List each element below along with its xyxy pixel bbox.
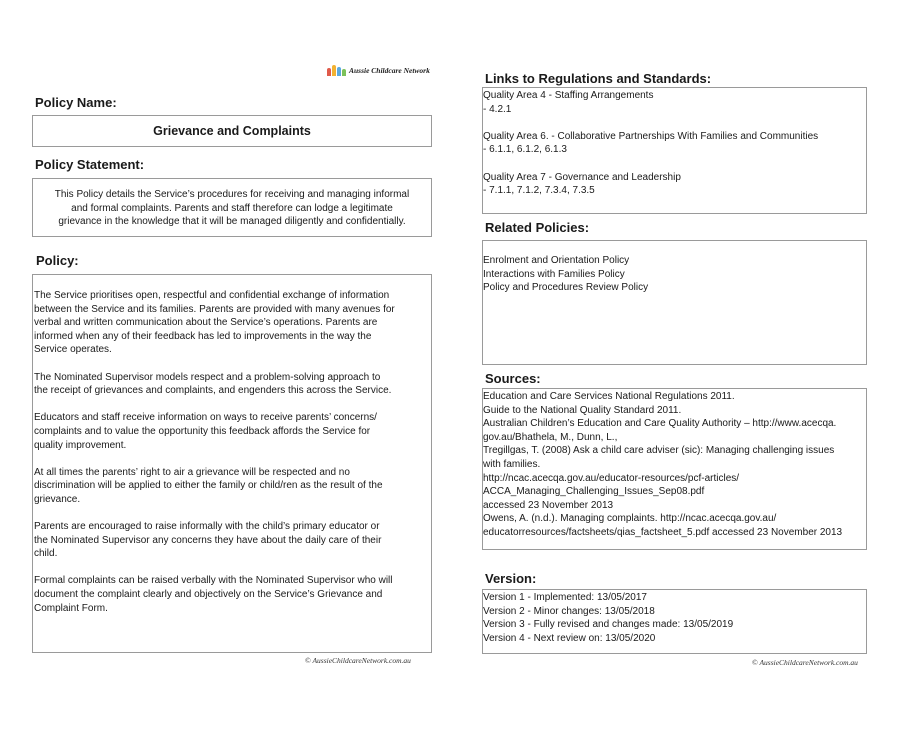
source-line: Guide to the National Quality Standard 2011. bbox=[483, 404, 682, 416]
policy-paragraph-line: Complaint Form. bbox=[34, 602, 108, 614]
version-item: Version 1 - Implemented: 13/05/2017 bbox=[483, 592, 647, 603]
statement-line: This Policy details the Service’s procedures for receiving and managing informal bbox=[54, 189, 410, 200]
policy-paragraph-line: document the complaint clearly and objectively on the Service’s Grievance and bbox=[34, 589, 383, 601]
brand-logo bbox=[327, 65, 430, 76]
policy-paragraph-line: Formal complaints can be raised verbally with the Nominated Supervisor who will bbox=[34, 575, 393, 587]
source-line: gov.au/Bhathela, M., Dunn, L., bbox=[483, 431, 618, 443]
logo-text: Aussie Childcare Network bbox=[349, 66, 430, 75]
source-line: Tregillgas, T. (2008) Ask a child care adviser (sic): Managing challenging issues bbox=[483, 445, 835, 457]
regulation-line bbox=[483, 157, 866, 171]
policy-paragraph-line: The Nominated Supervisor models respect and a problem-solving approach to bbox=[34, 371, 381, 383]
regulation-line: Quality Area 6. - Collaborative Partnerships With Families and Communities bbox=[483, 130, 819, 142]
policy-paragraph-line: informed when any of their feedback has led to improvements in the way the bbox=[34, 330, 372, 342]
policy-paragraph-line: the Nominated Supervisor any concerns they have about the daily care of their bbox=[34, 534, 382, 546]
policy-paragraph-line: Parents are encouraged to raise informally with the child’s primary educator or bbox=[34, 521, 380, 533]
policy-body-box bbox=[32, 274, 432, 653]
related-policy-item: Policy and Procedures Review Policy bbox=[483, 282, 649, 294]
policy-paragraph bbox=[34, 574, 431, 615]
version-box bbox=[482, 589, 867, 654]
version-item: Version 2 - Minor changes: 13/05/2018 bbox=[483, 605, 655, 617]
policy-name-box bbox=[32, 115, 432, 147]
policy-name-title: Grievance and Complaints bbox=[153, 124, 311, 138]
related-policy-item: Enrolment and Orientation Policy bbox=[483, 255, 630, 266]
policy-paragraph-line: complaints and to value the opportunity this feedback affords the Service for bbox=[34, 425, 371, 437]
version-item: Version 4 - Next review on: 13/05/2020 bbox=[483, 632, 656, 644]
related-policies-box bbox=[482, 240, 867, 365]
source-line: educatorresources/factsheets/qias_factsheet_5.pdf accessed 23 November 2013 bbox=[483, 526, 843, 538]
related-policy-item: Interactions with Families Policy bbox=[483, 268, 625, 280]
policy-statement-heading: Policy Statement: bbox=[35, 157, 145, 172]
policy-paragraph-line: grievance. bbox=[34, 493, 81, 505]
regulation-line: - 6.1.1, 6.1.2, 6.1.3 bbox=[483, 144, 567, 156]
policy-paragraph-line: child. bbox=[34, 548, 58, 560]
source-line: Education and Care Services National Regulations 2011. bbox=[483, 391, 735, 402]
policy-paragraph-line: verbal and written communication about the Service’s operations. Parents are bbox=[34, 317, 378, 329]
source-line: with families. bbox=[483, 458, 541, 470]
version-item: Version 3 - Fully revised and changes made: 13/05/2019 bbox=[483, 619, 734, 631]
right-footer-copyright: © AussieChildcareNetwork.com.au bbox=[752, 658, 858, 667]
regulation-line: Quality Area 7 - Governance and Leadership bbox=[483, 171, 681, 183]
source-line: Australian Children’s Education and Care Quality Authority – http://www.acecqa. bbox=[483, 418, 837, 430]
statement-line: grievance in the knowledge that it will be managed diligently and confidentially. bbox=[58, 216, 406, 228]
links-box bbox=[482, 87, 867, 214]
policy-paragraph-line: Educators and staff receive information on ways to receive parents’ concerns/ bbox=[34, 412, 377, 424]
policy-paragraph bbox=[34, 466, 431, 507]
source-line: Owens, A. (n.d.). Managing complaints. http://ncac.acecqa.gov.au/ bbox=[483, 513, 777, 525]
source-line: accessed 23 November 2013 bbox=[483, 499, 614, 511]
policy-paragraph-line: the receipt of grievances and complaints, and engenders this across the Service. bbox=[34, 385, 392, 397]
policy-heading: Policy: bbox=[36, 253, 79, 268]
policy-paragraph-line: The Service prioritises open, respectful and confidential exchange of information bbox=[34, 290, 390, 301]
regulation-line: - 7.1.1, 7.1.2, 7.3.4, 7.3.5 bbox=[483, 185, 595, 197]
left-footer-copyright: © AussieChildcareNetwork.com.au bbox=[305, 656, 411, 665]
source-line: ACCA_Managing_Challenging_Issues_Sep08.pdf bbox=[483, 486, 705, 498]
policy-paragraph bbox=[34, 520, 431, 561]
policy-paragraph bbox=[34, 371, 431, 398]
version-heading: Version: bbox=[485, 571, 537, 586]
policy-paragraph-line: between the Service and its families. Parents are provided with many avenues for bbox=[34, 303, 395, 315]
policy-paragraph-line: Service operates. bbox=[34, 344, 112, 356]
regulation-line bbox=[483, 116, 866, 130]
policy-statement-box bbox=[32, 178, 432, 237]
sources-box bbox=[482, 388, 867, 550]
policy-name-heading: Policy Name: bbox=[35, 95, 117, 110]
policy-paragraph-line: quality improvement. bbox=[34, 439, 127, 451]
statement-line: and formal complaints. Parents and staff therefore can lodge a legitimate bbox=[71, 202, 393, 214]
policy-paragraph bbox=[34, 289, 431, 357]
regulation-line: - 4.2.1 bbox=[483, 103, 512, 115]
policy-paragraph bbox=[34, 411, 431, 452]
regulation-line: Quality Area 4 - Staffing Arrangements bbox=[483, 90, 654, 101]
links-heading: Links to Regulations and Standards: bbox=[485, 71, 712, 86]
policy-paragraph-line: discrimination will be applied to either the family or child/ren as the result of the bbox=[34, 480, 383, 492]
related-policies-heading: Related Policies: bbox=[485, 220, 590, 235]
source-line: http://ncac.acecqa.gov.au/educator-resources/pcf-articles/ bbox=[483, 472, 740, 484]
logo-mark-icon bbox=[327, 65, 346, 76]
policy-paragraph-line: At all times the parents’ right to air a grievance will be respected and no bbox=[34, 466, 350, 478]
sources-heading: Sources: bbox=[485, 371, 541, 386]
